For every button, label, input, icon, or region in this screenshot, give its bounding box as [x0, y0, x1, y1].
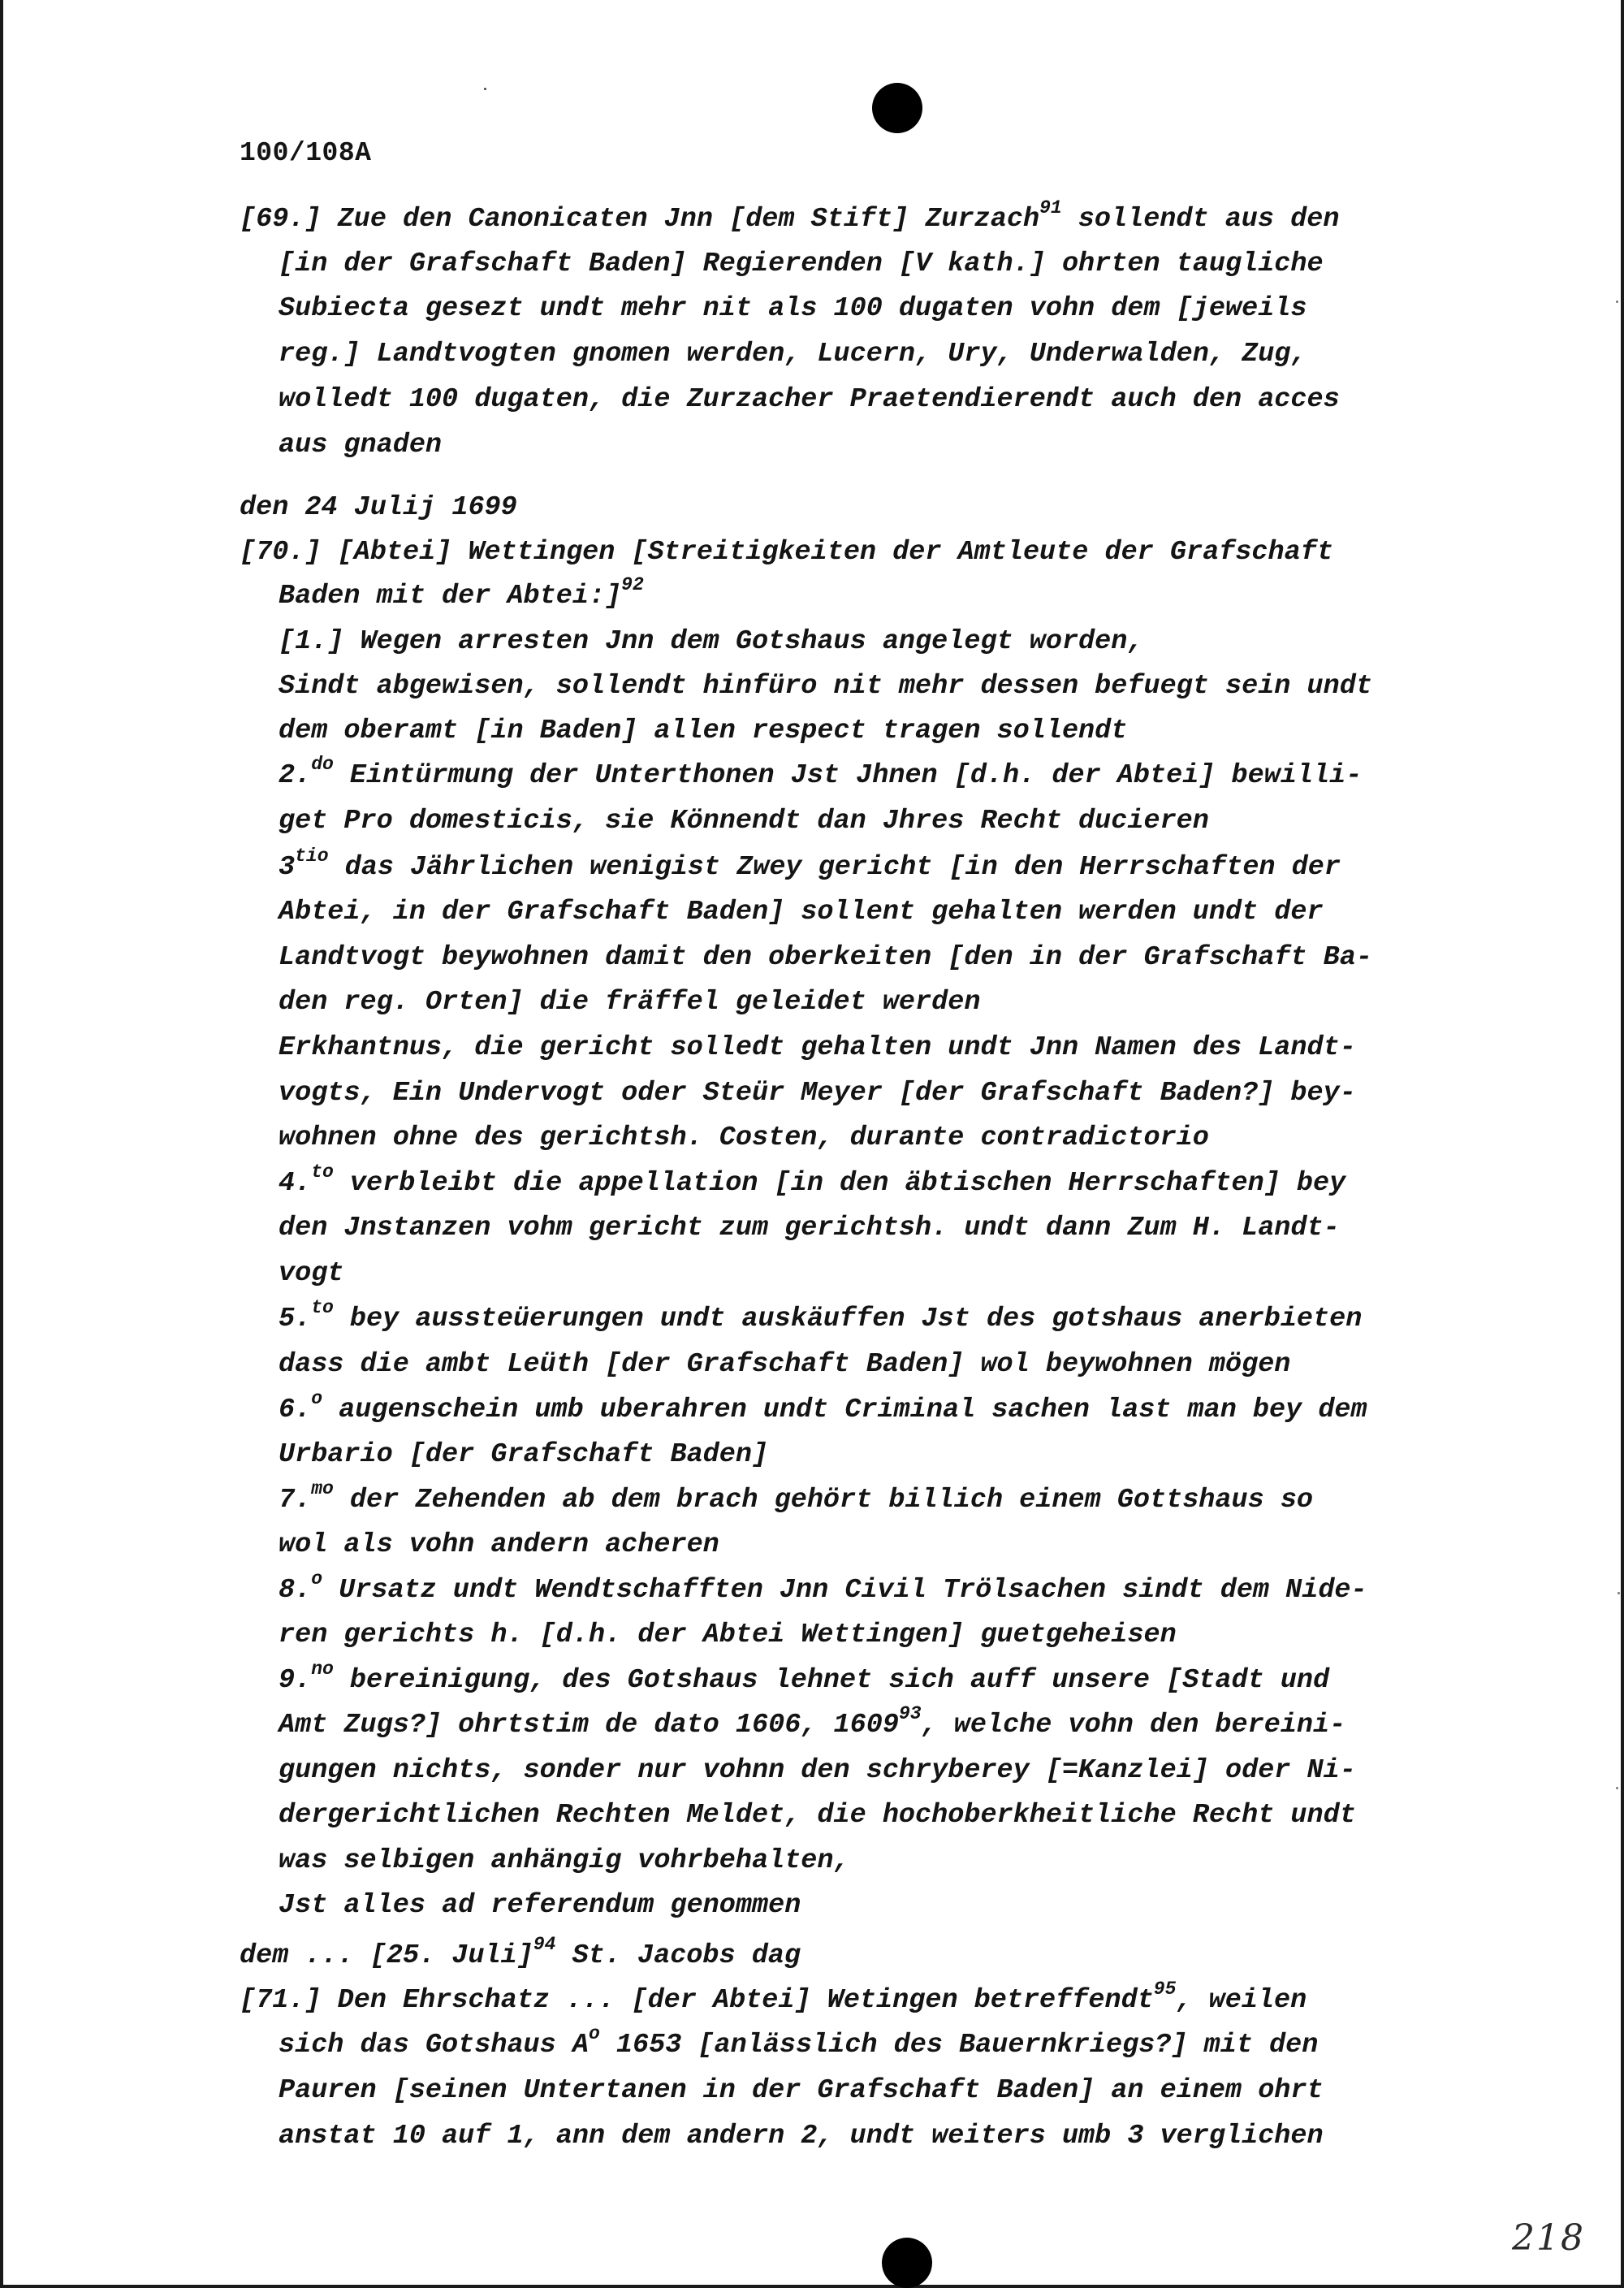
- text-line: [279, 1077, 1356, 1109]
- text-segment: dass die ambt Leüth [der Grafschaft Baden] wol beywohnen mögen: [279, 1349, 1291, 1380]
- text-segment: Jst alles ad referendum genommen: [279, 1890, 801, 1921]
- text-line: [279, 670, 1372, 703]
- text-line: [240, 1978, 1307, 2017]
- superscript: o: [311, 1568, 323, 1589]
- text-segment: den reg. Orten] die fräffel geleidet werden: [279, 987, 981, 1018]
- text-line: [279, 1568, 1367, 1607]
- text-segment: vogts, Ein Undervogt oder Steür Meyer [der Grafschaft Baden?] bey-: [279, 1078, 1356, 1109]
- text-segment: [1.] Wegen arresten Jnn dem Gotshaus angelegt worden,: [279, 626, 1144, 657]
- text-segment: anstat 10 auf 1, ann dem andern 2, undt weiters umb 3 verglichen: [279, 2121, 1324, 2152]
- text-line: [279, 2120, 1324, 2152]
- text-line: [279, 1477, 1314, 1516]
- text-segment: was selbigen anhängig vohrbehalten,: [279, 1845, 850, 1876]
- text-line: [279, 1845, 850, 1877]
- text-segment: 1653 [anlässlich des Bauernkriegs?] mit den: [599, 2030, 1319, 2061]
- text-segment: Subiecta gesezt undt mehr nit als 100 dugaten vohn dem [jeweils: [279, 293, 1307, 324]
- text-line: [279, 248, 1324, 280]
- superscript: 95: [1153, 1978, 1177, 2000]
- text-segment: 3: [279, 852, 296, 883]
- text-segment: [in der Grafschaft Baden] Regierenden [V kath.] ohrten taugliche: [279, 249, 1324, 279]
- superscript: 93: [898, 1702, 922, 1724]
- text-segment: 6.: [279, 1395, 312, 1425]
- text-segment: gungen nichts, sonder nur vohnn den schryberey [=Kanzlei] oder Ni-: [279, 1755, 1356, 1786]
- text-segment: Baden mit der Abtei:]: [279, 581, 622, 612]
- text-line: [240, 491, 517, 524]
- text-segment: , weilen: [1176, 1985, 1307, 2016]
- text-line: [279, 338, 1307, 370]
- text-line: [279, 1122, 1209, 1154]
- text-segment: ren gerichts h. [d.h. der Abtei Wettingen] guetgeheisen: [279, 1620, 1177, 1650]
- superscript: 92: [621, 573, 644, 595]
- page-number: 218: [1512, 2217, 1585, 2259]
- text-segment: den Jnstanzen vohm gericht zum gerichtsh. undt dann Zum H. Landt-: [279, 1213, 1340, 1243]
- text-segment: Erkhantnus, die gericht solledt gehalten undt Jnn Namen des Landt-: [279, 1032, 1356, 1063]
- text-line: [240, 536, 1333, 569]
- text-line: [279, 1387, 1367, 1426]
- text-segment: sollendt aus den: [1061, 204, 1340, 235]
- text-segment: 7.: [279, 1485, 312, 1516]
- text-segment: bey aussteüerungen undt auskäuffen Jst des gotshaus anerbieten: [333, 1304, 1363, 1334]
- superscript: to: [311, 1161, 334, 1183]
- text-line: [279, 715, 1127, 747]
- text-line: [279, 1161, 1346, 1200]
- superscript: o: [311, 1387, 323, 1409]
- scan-speck: [1616, 1787, 1618, 1789]
- text-line: [279, 573, 644, 612]
- text-segment: 9.: [279, 1665, 312, 1696]
- text-line: [279, 941, 1372, 974]
- text-segment: Pauren [seinen Untertanen in der Grafschaft Baden] an einem ohrt: [279, 2075, 1324, 2106]
- text-segment: dergerichtlichen Rechten Meldet, die hochoberkheitliche Recht undt: [279, 1800, 1356, 1831]
- text-segment: den 24 Julij 1699: [240, 492, 517, 523]
- text-line: [279, 896, 1324, 928]
- text-line: [279, 1702, 1346, 1741]
- superscript: 94: [533, 1933, 556, 1955]
- text-segment: dem oberamt [in Baden] allen respect tragen sollendt: [279, 716, 1128, 746]
- text-line: [279, 753, 1363, 792]
- document-reference: 100/108A: [240, 138, 372, 168]
- punch-hole-bottom: [882, 2238, 932, 2288]
- text-segment: Sindt abgewisen, sollendt hinfüro nit mehr dessen befuegt sein undt: [279, 671, 1372, 702]
- text-segment: 8.: [279, 1575, 312, 1606]
- text-line: [279, 1032, 1356, 1064]
- text-segment: Abtei, in der Grafschaft Baden] sollent gehalten werden undt der: [279, 897, 1324, 928]
- text-segment: das Jährlichen wenigist Zwey gericht [in den Herrschaften der: [328, 852, 1341, 883]
- text-segment: [69.] Zue den Canonicaten Jnn [dem Stift] Zurzach: [240, 204, 1040, 235]
- text-segment: Landtvogt beywohnen damit den oberkeiten [den in der Grafschaft Ba-: [279, 942, 1372, 973]
- text-segment: St. Jacobs dag: [555, 1940, 801, 1971]
- text-line: [279, 1257, 343, 1290]
- text-segment: Amt Zugs?] ohrtstim de dato 1606, 1609: [279, 1710, 899, 1741]
- superscript: do: [311, 753, 334, 775]
- superscript: o: [588, 2022, 600, 2044]
- text-segment: , welche vohn den bereini-: [921, 1710, 1346, 1741]
- text-line: [279, 1619, 1177, 1651]
- text-line: [279, 429, 442, 461]
- text-segment: verbleibt die appellation [in den äbtischen Herrschaften] bey: [333, 1168, 1346, 1199]
- text-line: [279, 292, 1307, 325]
- text-segment: der Zehenden ab dem brach gehört billich einem Gottshaus so: [333, 1485, 1314, 1516]
- text-segment: wolledt 100 dugaten, die Zurzacher Praetendierendt auch den acces: [279, 384, 1340, 415]
- scan-speck: [484, 88, 486, 90]
- superscript: to: [311, 1296, 334, 1318]
- text-line: [240, 1933, 801, 1972]
- text-line: [279, 1889, 801, 1922]
- text-line: [279, 1754, 1356, 1787]
- text-line: [279, 1529, 719, 1561]
- text-segment: [70.] [Abtei] Wettingen [Streitigkeiten der Amtleute der Grafschaft: [240, 537, 1333, 568]
- text-segment: get Pro domesticis, sie Könnendt dan Jhres Recht ducieren: [279, 806, 1209, 837]
- text-segment: wol als vohn andern acheren: [279, 1529, 719, 1560]
- text-segment: augenschein umb uberahren undt Criminal sachen last man bey dem: [322, 1395, 1367, 1425]
- superscript: 91: [1039, 197, 1062, 218]
- text-line: [279, 1658, 1330, 1697]
- text-segment: Urbario [der Grafschaft Baden]: [279, 1439, 769, 1470]
- text-line: [279, 1348, 1290, 1381]
- text-line: [240, 197, 1340, 236]
- text-line: [279, 845, 1341, 884]
- text-segment: Ursatz undt Wendtschafften Jnn Civil Trölsachen sindt dem Nide-: [322, 1575, 1367, 1606]
- punch-hole-top: [872, 83, 922, 133]
- superscript: tio: [295, 845, 329, 867]
- superscript: mo: [311, 1477, 334, 1499]
- text-line: [279, 383, 1340, 416]
- scan-speck: [1618, 1592, 1620, 1594]
- text-line: [279, 1212, 1340, 1244]
- text-segment: aus gnaden: [279, 430, 443, 461]
- text-line: [279, 1799, 1356, 1832]
- text-segment: sich das Gotshaus A: [279, 2030, 589, 2061]
- text-segment: dem ... [25. Juli]: [240, 1940, 533, 1971]
- text-line: [279, 1296, 1363, 1335]
- text-line: [279, 986, 980, 1019]
- text-segment: bereinigung, des Gotshaus lehnet sich auff unsere [Stadt und: [333, 1665, 1330, 1696]
- text-line: [279, 2022, 1319, 2061]
- text-segment: Eintürmung der Unterthonen Jst Jhnen [d.h. der Abtei] bewilli-: [333, 760, 1363, 791]
- text-segment: wohnen ohne des gerichtsh. Costen, durante contradictorio: [279, 1122, 1209, 1153]
- text-segment: [71.] Den Ehrschatz ... [der Abtei] Wetingen betreffendt: [240, 1985, 1154, 2016]
- scan-speck: [1616, 301, 1618, 303]
- text-segment: 5.: [279, 1304, 312, 1334]
- text-segment: 2.: [279, 760, 312, 791]
- text-line: [279, 2074, 1324, 2107]
- text-line: [279, 625, 1143, 658]
- text-segment: vogt: [279, 1258, 344, 1289]
- text-segment: reg.] Landtvogten gnomen werden, Lucern, Ury, Underwalden, Zug,: [279, 339, 1307, 370]
- text-segment: 4.: [279, 1168, 312, 1199]
- superscript: no: [311, 1658, 334, 1680]
- text-line: [279, 1438, 768, 1471]
- text-line: [279, 805, 1209, 837]
